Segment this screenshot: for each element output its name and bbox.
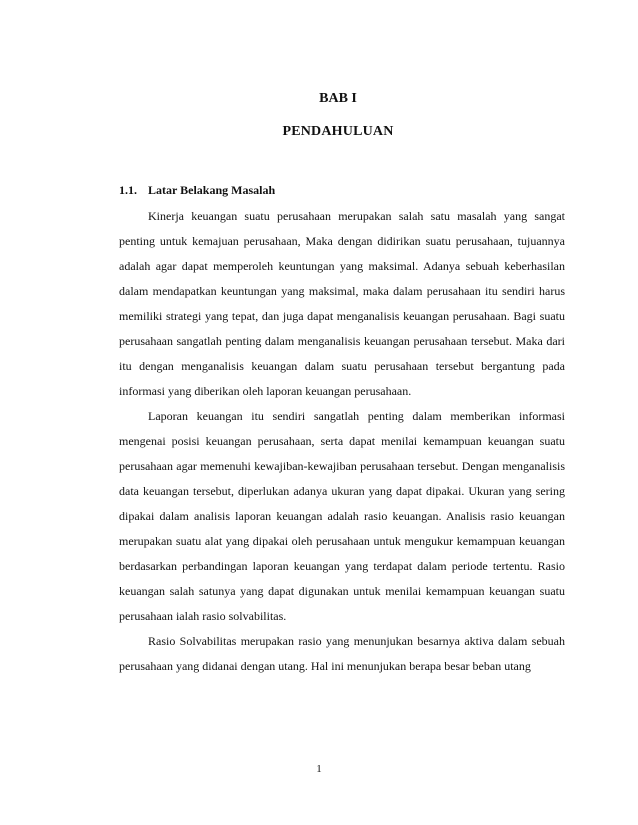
paragraph: Laporan keuangan itu sendiri sangatlah penting dalam memberikan informasi mengenai posisi keuangan perusahaan, serta dapat menilai kemampuan keuangan suatu perusahaan agar memenuhi kewajiban-kewajiban perusahaan tersebut. Dengan menganalisis data keuangan tersebut, diperlukan adanya ukuran yang dapat dipakai. Ukuran yang sering dipakai dalam analisis laporan keuangan adalah rasio keuangan. Analisis rasio keuangan merupakan suatu alat yang dipakai oleh perusahaan untuk mengukur kemampuan keuangan berdasarkan perbandingan laporan keuangan yang terdapat dalam periode tertentu. Rasio keuangan salah satunya yang dapat digunakan untuk menilai kemampuan keuangan suatu perusahaan ialah rasio solvabilitas. <box>119 409 565 623</box>
paragraph: Kinerja keuangan suatu perusahaan merupakan salah satu masalah yang sangat penting untuk kemajuan perusahaan, Maka dengan didirikan suatu perusahaan, tujuannya adalah agar dapat memperoleh keuntungan yang maksimal. Adanya sebuah keberhasilan dalam mendapatkan keuntungan yang maksimal, maka dalam perusahaan itu sendiri harus memiliki strategi yang tepat, dan juga dapat menganalisis keuangan perusahaan. Bagi suatu perusahaan sangatlah penting dalam menganalisis keuangan perusahaan tersebut. Maka dari itu dengan menganalisis keuangan dalam suatu perusahaan tersebut bergantung pada informasi yang diberikan oleh laporan keuangan perusahaan. <box>119 209 565 398</box>
chapter-number: BAB I <box>319 91 357 106</box>
chapter-title: PENDAHULUAN <box>282 124 394 139</box>
section-title: Latar Belakang Masalah <box>148 183 276 197</box>
section-heading <box>119 183 275 198</box>
paragraph: Rasio Solvabilitas merupakan rasio yang menunjukan besarnya aktiva dalam sebuah perusahaan yang didanai dengan utang. Hal ini menunjukan berapa besar beban utang <box>119 634 565 673</box>
page-number: 1 <box>316 763 322 775</box>
section-number: 1.1. <box>119 183 137 197</box>
body-text <box>119 204 565 679</box>
